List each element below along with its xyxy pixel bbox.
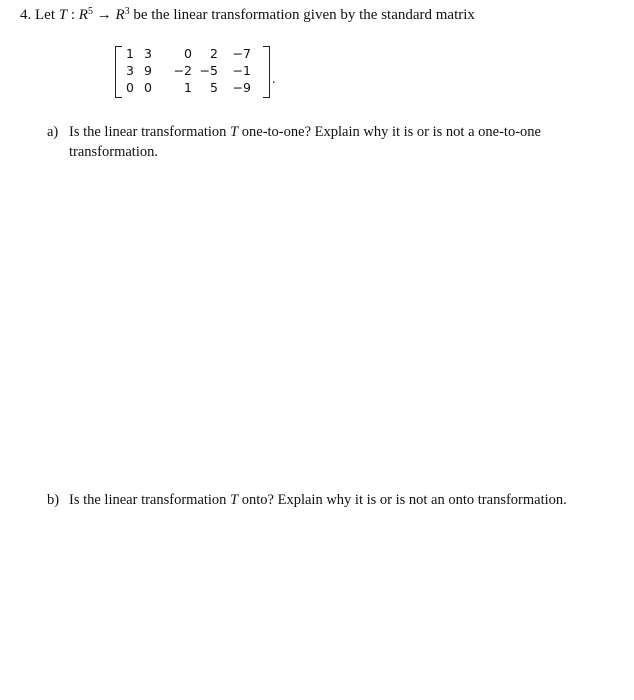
- question-a-text-after: one-to-one? Explain why it is or is not a one-to-one: [238, 124, 541, 140]
- matrix-cell: 3: [126, 63, 134, 78]
- problem-text-before: Let: [31, 7, 59, 23]
- matrix-right-bracket: [263, 46, 270, 98]
- matrix-cell: 2: [210, 46, 218, 61]
- map-variable: T: [58, 7, 68, 23]
- matrix-cell: 1: [184, 80, 192, 95]
- map-colon: :: [67, 7, 79, 23]
- problem-statement: [20, 5, 475, 25]
- matrix-cell: 5: [210, 80, 218, 95]
- question-a-label: a): [47, 124, 59, 140]
- problem-text-after: be the linear transformation given by the standard matrix: [129, 7, 475, 23]
- matrix-cell: 0: [126, 80, 134, 95]
- question-b-text-after: onto? Explain why it is or is not an onto transformation.: [238, 492, 567, 508]
- matrix-cell: −9: [232, 80, 251, 95]
- question-a-variable: T: [230, 124, 239, 140]
- question-a-text-before: Is the linear transformation: [69, 124, 231, 140]
- domain-base: R: [78, 7, 88, 23]
- problem-number: 4.: [20, 7, 32, 23]
- question-a-text-line2: transformation.: [69, 144, 158, 160]
- matrix-cell: 0: [184, 46, 192, 61]
- map-arrow: →: [92, 7, 116, 23]
- matrix-trailing-period: .: [272, 72, 276, 87]
- question-b-text-before: Is the linear transformation: [69, 492, 231, 508]
- codomain-base: R: [115, 7, 125, 23]
- question-b-variable: T: [230, 492, 239, 508]
- matrix-cell: 3: [144, 46, 152, 61]
- matrix-cell: 1: [126, 46, 134, 61]
- matrix-cell: −2: [173, 63, 192, 78]
- matrix-cell: −7: [232, 46, 251, 61]
- matrix-cell: 0: [144, 80, 152, 95]
- question-b-text: [69, 490, 567, 510]
- question-a-text: [69, 122, 541, 162]
- question-b-label: b): [47, 492, 60, 508]
- matrix-cell: −5: [199, 63, 218, 78]
- domain-exponent: 5: [87, 6, 93, 17]
- standard-matrix: [115, 46, 275, 98]
- matrix-cell: −1: [232, 63, 251, 78]
- codomain-exponent: 3: [124, 6, 130, 17]
- matrix-cell: 9: [144, 63, 152, 78]
